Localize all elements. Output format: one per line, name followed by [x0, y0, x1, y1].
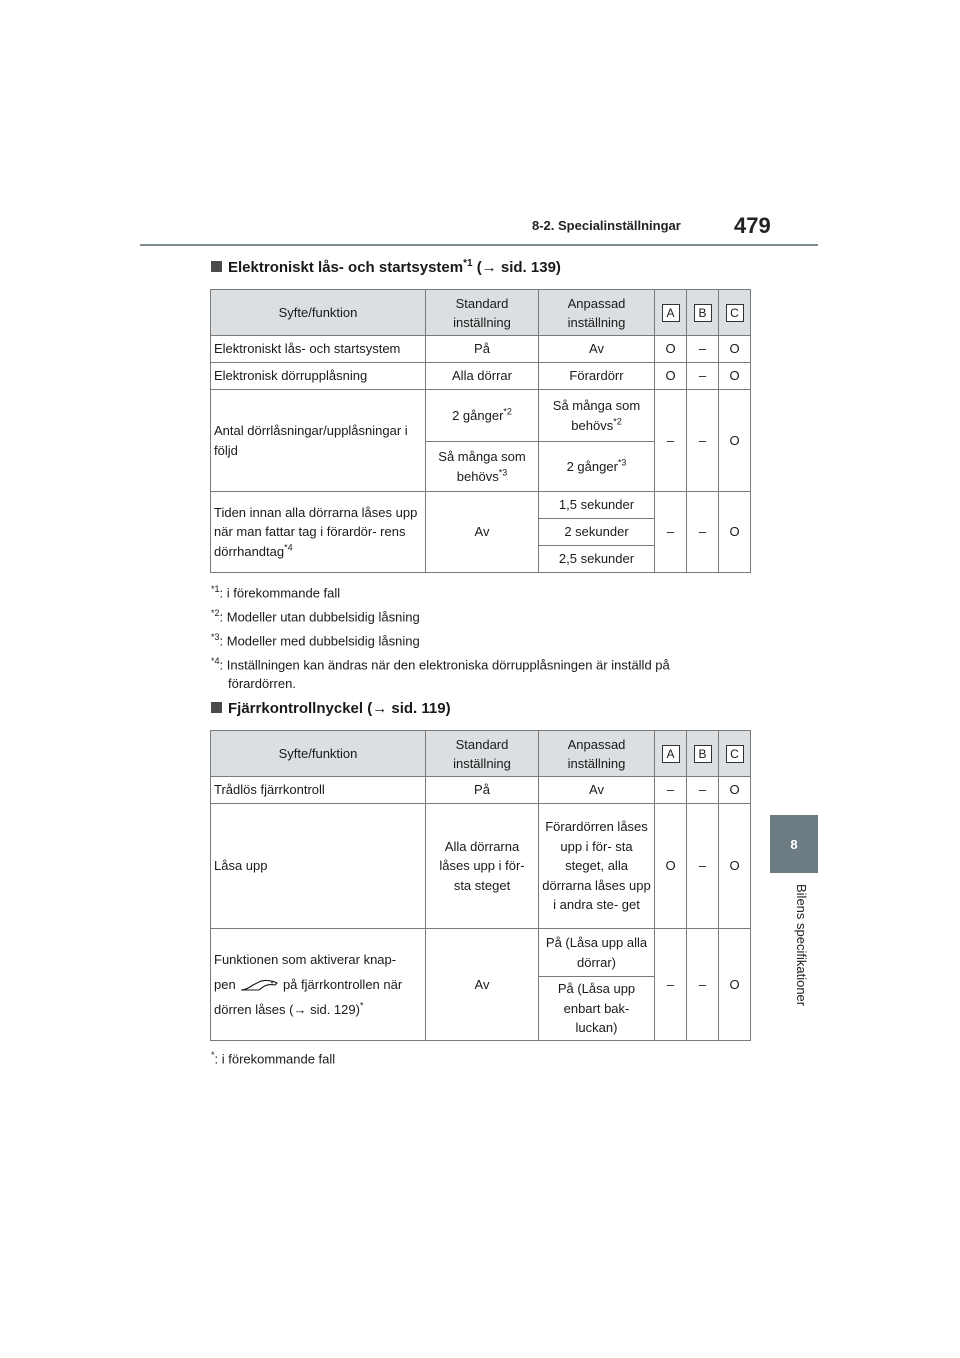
table-row: Funktionen som aktiverar knap- pen på fjärrkontrollen när dörren låses (→ sid. 129)* Av På (Låsa upp alla dörrar) – – O [211, 929, 751, 977]
remote-lock-button-icon [239, 979, 279, 993]
header-standard: Standard inställning [426, 290, 539, 336]
footnote-2: $^{*2}$: Modeller utan dubbelsidig låsning [211, 608, 420, 625]
footnote-1: $^{*1}$: i förekommande fall [211, 584, 341, 601]
header-standard: Standard inställning [426, 731, 539, 777]
table-row: Tiden innan alla dörrarna låses upp när man fattar tag i förardör- rens dörrhandtag$^{*4}$ Av 1,5 sekunder – – O [211, 492, 751, 519]
header-a: A [655, 290, 687, 336]
section2-title: Fjärrkontrollnyckel (→ sid. 119) [211, 700, 451, 717]
table-row: Låsa upp Alla dörrarna låses upp i för- sta steget Förardörren låses upp i för- sta steget, alla dörrarna låses upp i andra ste- get O – O [211, 804, 751, 929]
header-function: Syfte/funktion [211, 731, 426, 777]
header-custom: Anpassad inställning [539, 731, 655, 777]
header-divider [140, 244, 818, 246]
footnote-4: $^{*4}$: Inställningen kan ändras när den elektroniska dörrupplåsningen är inställd på förardörren. [211, 656, 670, 692]
chapter-tab [770, 815, 818, 873]
table-row: 2 sekunder [211, 519, 751, 546]
table-row: Elektronisk dörrupplåsning Alla dörrar Förardörr O – O [211, 363, 751, 390]
table-row: Elektroniskt lås- och startsystem På Av O – O [211, 336, 751, 363]
header-c: C [719, 290, 751, 336]
header-c: C [719, 731, 751, 777]
chapter-label: Bilens specifikationer [794, 884, 809, 1007]
header-b: B [687, 731, 719, 777]
chapter-number: 8 [790, 836, 798, 852]
header-a: A [655, 731, 687, 777]
header-b: B [687, 290, 719, 336]
table-row: 2,5 sekunder [211, 546, 751, 573]
table-row: Så många som behövs$^{*3}$ 2 gånger$^{*3}$ [211, 442, 751, 492]
bullet-square-icon [211, 261, 222, 272]
bullet-square-icon [211, 702, 222, 713]
header-function: Syfte/funktion [211, 290, 426, 336]
table-row: Antal dörrlåsningar/upplåsningar i följd 2 gånger$^{*2}$ Så många som behövs$^{*2}$ – – O [211, 390, 751, 442]
section1-title: Elektroniskt lås- och startsystem$^{*1}$ (→ sid. 139) [211, 258, 561, 276]
section-heading: 8-2. Specialinställningar [532, 218, 681, 233]
footnote-star: *: i förekommande fall [211, 1050, 336, 1067]
header-custom: Anpassad inställning [539, 290, 655, 336]
page-number: 479 [734, 213, 771, 238]
table-row: På (Låsa upp enbart bak- luckan) [211, 977, 751, 1041]
table-row: Trådlös fjärrkontroll På Av – – O [211, 777, 751, 804]
footnote-3: $^{*3}$: Modeller med dubbelsidig låsning [211, 632, 420, 649]
settings-table-2 [210, 730, 751, 1041]
settings-table-1 [210, 289, 751, 573]
